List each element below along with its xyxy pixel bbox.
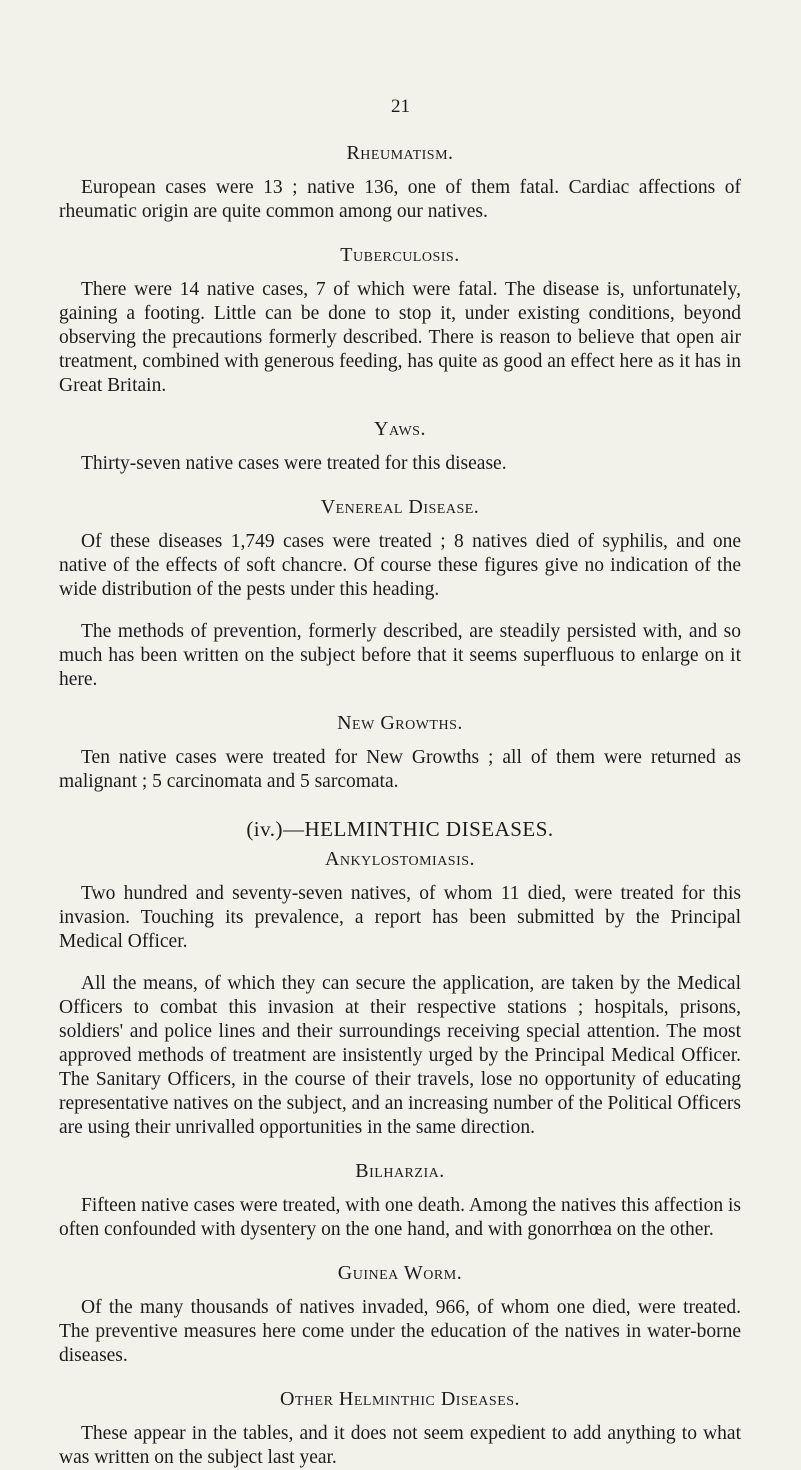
heading-bilharzia: Bilharzia.: [355, 1160, 445, 1182]
page-number: 21: [391, 96, 410, 117]
heading-rheumatism: Rheumatism.: [346, 142, 454, 164]
heading-new-growths: New Growths.: [337, 712, 463, 734]
paragraph-guinea-worm: Of the many thousands of natives invaded, 966, of whom one died, were treated. The preventive measures here come under the education of the natives in water-borne diseases.: [59, 1297, 741, 1366]
paragraph-venereal-1: Of these diseases 1,749 cases were treated ; 8 natives died of syphilis, and one native of the effects of soft chancre. Of course these figures give no indication of the wide distribution of the pests under this heading.: [59, 531, 741, 600]
paragraph-rheumatism: European cases were 13 ; native 136, one of them fatal. Cardiac affections of rheumatic origin are quite common among our natives.: [59, 177, 741, 222]
paragraph-ankylostomiasis-2: All the means, of which they can secure the application, are taken by the Medical Officers to combat this invasion at their respective stations ; hospitals, prisons, soldiers' and police lines and their surroundings receiving special attention. The most approved methods of treatment are insistently urged by the Principal Medical Officer. The Sanitary Officers, in the course of their travels, lose no opportunity of educating representative natives on the subject, and an increasing number of the Political Officers are using their unrivalled opportunities in the same direction.: [59, 973, 741, 1138]
heading-ankylostomiasis: Ankylostomiasis.: [324, 848, 476, 870]
heading-helminthic-diseases: (iv.)—HELMINTHIC DISEASES.: [246, 817, 554, 841]
page-content: [59, 140, 741, 1470]
paragraph-yaws: Thirty-seven native cases were treated for this disease.: [81, 453, 507, 474]
paragraph-new-growths: Ten native cases were treated for New Growths ; all of them were returned as malignant ; 5 carcinomata and 5 sarcomata.: [59, 747, 741, 792]
heading-tuberculosis: Tuberculosis.: [340, 244, 460, 266]
heading-yaws: Yaws.: [374, 418, 426, 440]
paragraph-ankylostomiasis-1: Two hundred and seventy-seven natives, of whom 11 died, were treated for this invasion. Touching its prevalence, a report has been submitted by the Principal Medical Officer.: [59, 883, 741, 952]
heading-guinea-worm: Guinea Worm.: [337, 1262, 463, 1284]
paragraph-other-helminthic: These appear in the tables, and it does not seem expedient to add anything to what was written on the subject last year.: [59, 1423, 741, 1468]
heading-other-helminthic-diseases: Other Helminthic Diseases.: [279, 1388, 521, 1410]
paragraph-tuberculosis: There were 14 native cases, 7 of which were fatal. The disease is, unfortunately, gaining a footing. Little can be done to stop it, under existing conditions, beyond observing the precautions formerly described. There is reason to believe that open air treatment, combined with generous feeding, has quite as good an effect here as it has in Great Britain.: [59, 279, 741, 396]
paragraph-bilharzia: Fifteen native cases were treated, with one death. Among the natives this affection is often confounded with dysentery on the one hand, and with gonorrhœa on the other.: [59, 1195, 741, 1240]
paragraph-venereal-2: The methods of prevention, formerly described, are steadily persisted with, and so much has been written on the subject before that it seems superfluous to enlarge on it here.: [59, 621, 741, 690]
heading-venereal-disease: Venereal Disease.: [320, 496, 480, 518]
